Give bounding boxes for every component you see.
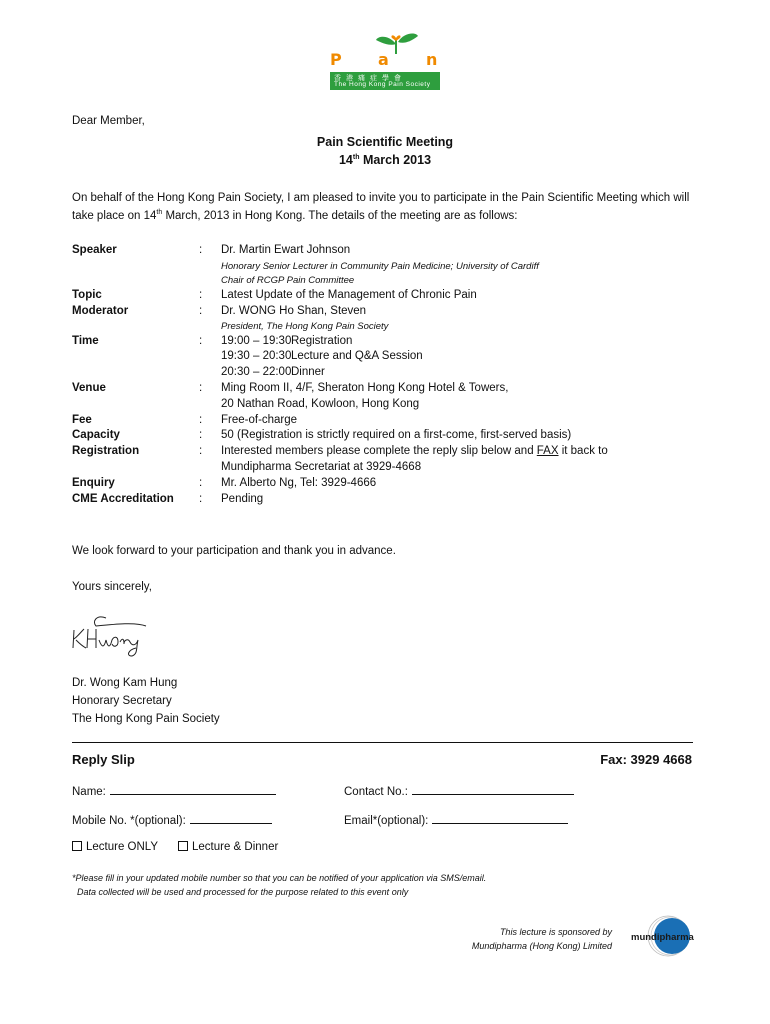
speaker-role: Chair of RCGP Pain Committee <box>221 275 355 286</box>
moderator-label: Moderator <box>72 305 129 317</box>
fee-label: Fee <box>72 414 92 426</box>
schedule-activity: Registration <box>291 335 353 347</box>
colon: : <box>199 289 203 301</box>
logo-letter-n: n <box>426 50 438 69</box>
salutation: Dear Member, <box>72 115 145 127</box>
mobile-label: Mobile No. *(optional): <box>72 815 186 827</box>
registration-label: Registration <box>72 445 140 457</box>
mundipharma-logo <box>628 914 694 958</box>
signer-name: Dr. Wong Kam Hung <box>72 677 178 689</box>
speaker-name: Dr. Martin Ewart Johnson <box>221 244 351 256</box>
time-label: Time <box>72 335 99 347</box>
meeting-title <box>0 133 770 169</box>
sign-off: Yours sincerely, <box>72 581 152 593</box>
schedule-activity: Dinner <box>291 366 325 378</box>
cme-label: CME Accreditation <box>72 493 174 505</box>
option-label: Lecture ONLY <box>86 841 159 853</box>
capacity-label: Capacity <box>72 429 120 441</box>
sponsor-line: Mundipharma (Hong Kong) Limited <box>471 941 612 951</box>
enquiry-value: Mr. Alberto Ng, Tel: 3929-4666 <box>221 477 377 489</box>
schedule-activity: Lecture and Q&A Session <box>291 350 423 362</box>
colon: : <box>199 429 203 441</box>
speaker-label: Speaker <box>72 244 117 256</box>
reply-slip-title: Reply Slip <box>72 752 135 767</box>
email-label: Email*(optional): <box>344 815 429 827</box>
colon: : <box>199 493 203 505</box>
name-label: Name: <box>72 786 106 798</box>
colon: : <box>199 382 203 394</box>
colon: : <box>199 305 203 317</box>
topic-value: Latest Update of the Management of Chronic Pain <box>221 289 477 301</box>
logo-letter-a: a <box>378 50 389 69</box>
meeting-title-line1: Pain Scientific Meeting <box>316 135 454 149</box>
option-lecture-dinner[interactable] <box>178 841 278 853</box>
name-field[interactable] <box>72 783 276 798</box>
option-label: Lecture & Dinner <box>192 841 279 853</box>
colon: : <box>199 445 203 457</box>
colon: : <box>199 335 203 347</box>
reply-fax: Fax: 3929 4668 <box>600 752 692 767</box>
divider <box>72 742 693 743</box>
fee-value: Free-of-charge <box>221 414 298 426</box>
topic-label: Topic <box>72 289 102 301</box>
mobile-field[interactable] <box>72 812 272 827</box>
option-lecture-only[interactable] <box>72 841 158 853</box>
society-logo <box>330 30 440 90</box>
enquiry-label: Enquiry <box>72 477 115 489</box>
logo-letter-p: P <box>330 50 342 69</box>
mundipharma-logo-text: mundipharma <box>631 932 694 943</box>
venue-label: Venue <box>72 382 106 394</box>
moderator-name: Dr. WONG Ho Shan, Steven <box>221 305 367 317</box>
schedule-time: 19:00 – 19:30 <box>221 335 292 347</box>
mobile-blank[interactable] <box>190 812 272 824</box>
capacity-value: 50 (Registration is strictly required on a first-come, first-served basis) <box>221 429 572 441</box>
contact-label: Contact No.: <box>344 786 408 798</box>
meeting-date: 14th March 2013 <box>338 153 432 167</box>
sponsor-text <box>472 925 612 953</box>
email-blank[interactable] <box>432 812 568 824</box>
footnote: Data collected will be used and processed for the purpose related to this event only <box>77 887 409 897</box>
checkbox[interactable] <box>178 841 188 851</box>
logo-band <box>330 72 440 90</box>
email-field[interactable] <box>344 812 568 827</box>
venue-line: Ming Room II, 4/F, Sheraton Hong Kong Hotel & Towers, <box>221 382 509 394</box>
moderator-role: President, The Hong Kong Pain Society <box>221 321 389 332</box>
logo-chinese-name: 香港痛症學會 <box>334 75 406 82</box>
thanks-line: We look forward to your participation and thank you in advance. <box>72 545 396 557</box>
registration-instructions-line2: Mundipharma Secretariat at 3929-4668 <box>221 461 422 473</box>
name-blank[interactable] <box>110 783 276 795</box>
fax-link: FAX <box>536 445 559 457</box>
colon: : <box>199 414 203 426</box>
schedule-time: 19:30 – 20:30 <box>221 350 292 362</box>
venue-line: 20 Nathan Road, Kowloon, Hong Kong <box>221 398 420 410</box>
checkbox[interactable] <box>72 841 82 851</box>
speaker-role: Honorary Senior Lecturer in Community Pain Medicine; University of Cardiff <box>221 261 539 272</box>
signer-title: Honorary Secretary <box>72 695 172 707</box>
contact-field[interactable] <box>344 783 574 798</box>
contact-blank[interactable] <box>412 783 574 795</box>
sponsor-line: This lecture is sponsored by <box>499 927 612 937</box>
footnote: *Please fill in your updated mobile number so that you can be notified of your application via SMS/email. <box>72 873 487 883</box>
cme-value: Pending <box>221 493 264 505</box>
colon: : <box>199 244 203 256</box>
signer-org: The Hong Kong Pain Society <box>72 713 220 725</box>
logo-english-name: The Hong Kong Pain Society <box>334 81 431 88</box>
signature <box>66 612 156 662</box>
schedule-time: 20:30 – 22:00 <box>221 366 292 378</box>
registration-instructions: Interested members please complete the reply slip below and FAX it back to <box>221 445 608 457</box>
intro-paragraph: On behalf of the Hong Kong Pain Society, I am pleased to invite you to participate in the Pain Scientific Meeting which will take place on 14th March, 2013 in Hong Kong. The details of the meeting are as follows: <box>72 192 690 222</box>
colon: : <box>199 477 203 489</box>
